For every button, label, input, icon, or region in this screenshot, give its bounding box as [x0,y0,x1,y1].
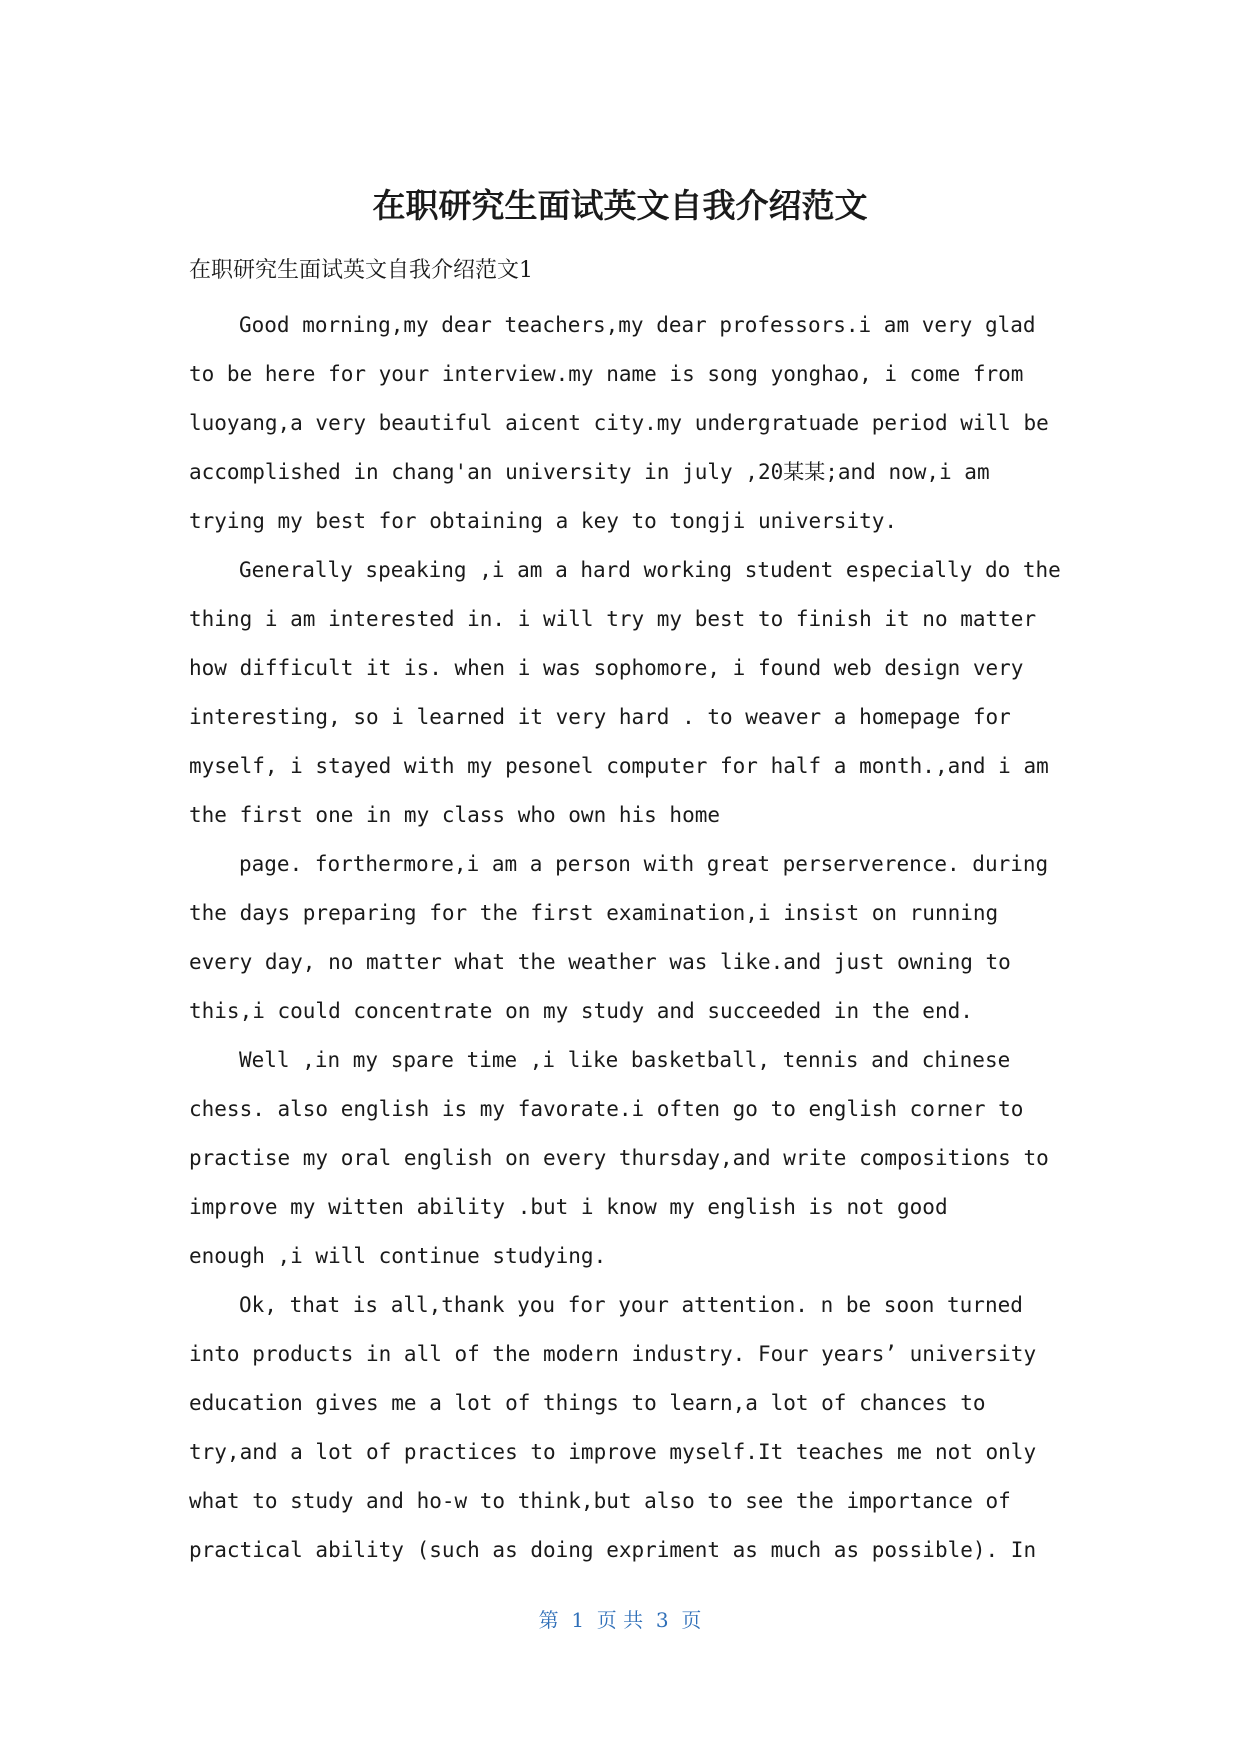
body-text-line: education gives me a lot of things to learn,a lot of chances to [189,1391,986,1415]
section-heading: 在职研究生面试英文自我介绍范文1 [189,258,533,283]
body-text-line: myself, i stayed with my pesonel computer for half a month.,and i am [189,754,1049,778]
body-text-line: interesting, so i learned it very hard . to weaver a homepage for [189,705,1011,729]
body-text-line: Ok, that is all,thank you for your attention. n be soon turned [239,1293,1023,1317]
body-text-line: this,i could concentrate on my study and succeeded in the end. [189,999,973,1023]
body-text-line: Good morning,my dear teachers,my dear professors.i am very glad [239,313,1036,337]
body-text-line: improve my witten ability .but i know my english is not good [189,1195,948,1219]
body-text-line: every day, no matter what the weather was like.and just owning to [189,950,1011,974]
document-title: 在职研究生面试英文自我介绍范文 [372,186,868,225]
body-text-line: what to study and ho-w to think,but also to see the importance of [189,1489,1011,1513]
body-text-line: the days preparing for the first examination,i insist on running [189,901,999,925]
document-body [189,301,1069,1575]
body-text-line: try,and a lot of practices to improve myself.It teaches me not only [189,1440,1037,1464]
body-text-line: the first one in my class who own his home [189,803,721,827]
body-text-line: enough ,i will continue studying. [189,1244,607,1268]
body-text-line: chess. also english is my favorate.i often go to english corner to [189,1097,1024,1121]
body-text-line: practise my oral english on every thursday,and write compositions to [189,1146,1049,1170]
body-text-line: Generally speaking ,i am a hard working student especially do the [239,558,1061,582]
page-number-footer: 第 1 页 共 3 页 [538,1608,702,1632]
body-text-line: practical ability (such as doing expriment as much as possible). In [189,1538,1037,1562]
body-text-line: into products in all of the modern industry. Four years’ university [189,1342,1037,1366]
body-text-line: luoyang,a very beautiful aicent city.my undergratuade period will be [189,411,1049,435]
body-text-line: thing i am interested in. i will try my best to finish it no matter [189,607,1037,631]
body-text-line: how difficult it is. when i was sophomore, i found web design very [189,656,1024,680]
body-text-line: to be here for your interview.my name is song yonghao, i come from [189,362,1024,386]
body-text-line: trying my best for obtaining a key to tongji university. [189,509,898,533]
body-text-line: accomplished in chang'an university in july ,20某某;and now,i am [189,460,990,484]
body-text-line: Well ,in my spare time ,i like basketball, tennis and chinese [239,1048,1011,1072]
body-text-line: page. forthermore,i am a person with great perserverence. during [239,852,1049,876]
